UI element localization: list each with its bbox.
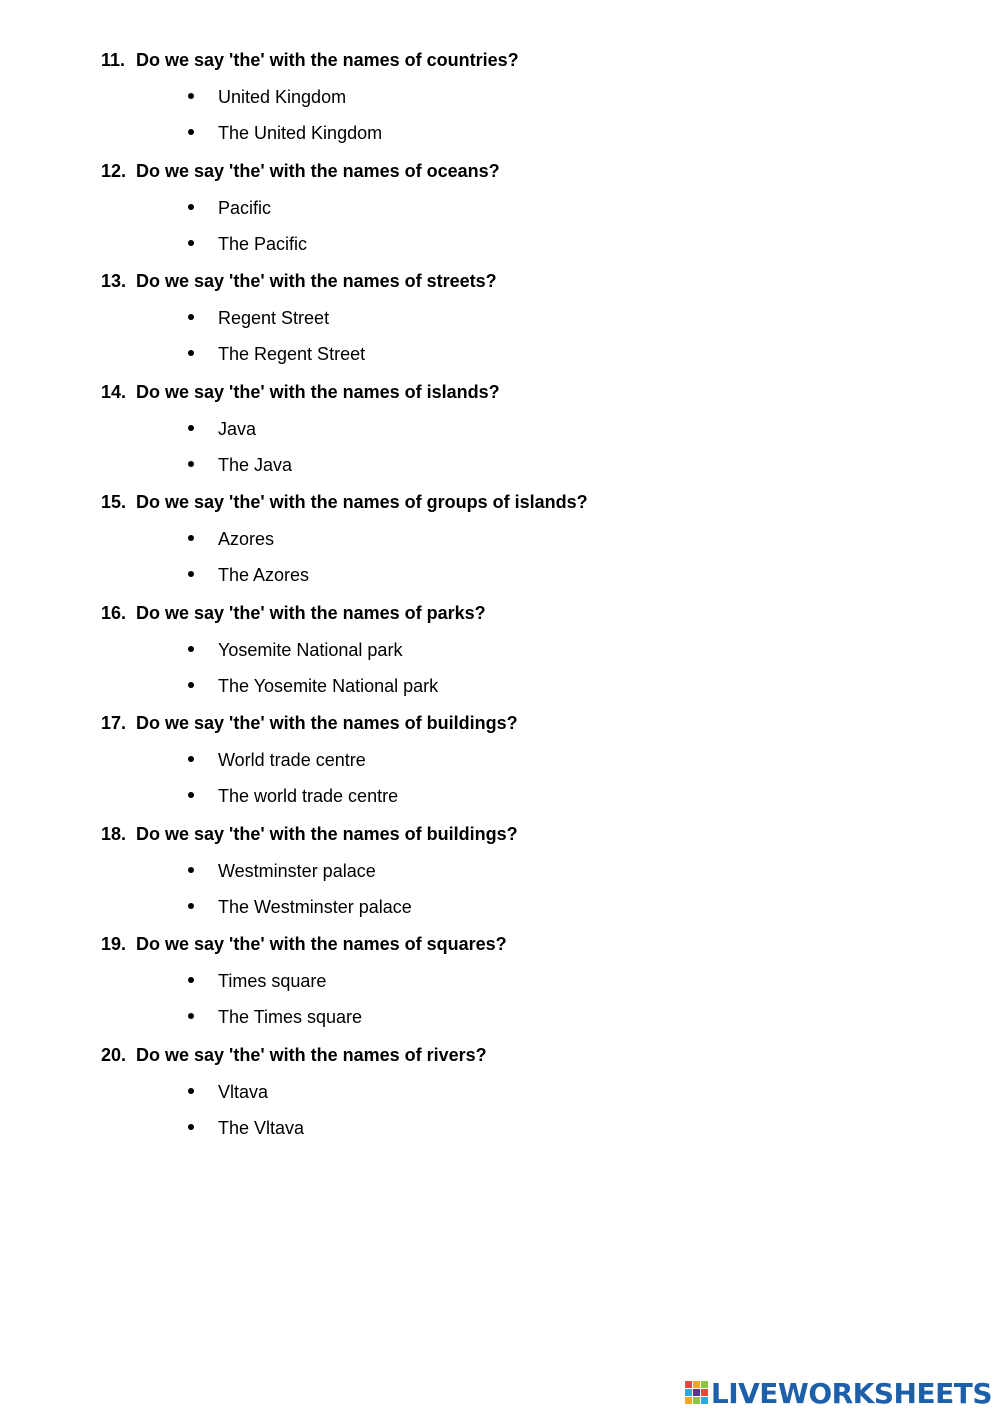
answer-option[interactable] [188,853,376,889]
question-12 [0,153,1000,264]
question-number: 11. [101,50,126,70]
question-label: Do we say 'the' with the names of streets? [136,271,497,291]
question-16 [0,595,1000,706]
bullet-icon [188,535,194,541]
question-label: Do we say 'the' with the names of countries? [136,50,519,70]
question-number: 19. [101,934,127,954]
bullet-icon [188,1013,194,1019]
question-text [101,374,500,410]
answer-option[interactable] [188,1110,304,1146]
bullet-icon [188,461,194,467]
answer-option[interactable] [188,79,346,115]
bullet-icon [188,682,194,688]
answer-option[interactable] [188,1074,268,1110]
answer-option-label: Regent Street [218,308,330,328]
liveworksheets-brand [685,1374,992,1414]
answer-option[interactable] [188,778,398,814]
question-number: 13. [101,271,127,291]
answer-option-label: The Azores [218,565,310,585]
bullet-icon [188,240,194,246]
question-text [101,153,500,189]
question-text [101,816,518,852]
bullet-icon [188,425,194,431]
question-number: 20. [101,1045,127,1065]
bullet-icon [188,129,194,135]
bullet-icon [188,792,194,798]
answer-option[interactable] [188,447,292,483]
bullet-icon [188,204,194,210]
question-label: Do we say 'the' with the names of buildings? [136,713,518,733]
question-number: 12. [101,161,127,181]
answer-option[interactable] [188,300,329,336]
question-text [101,1037,487,1073]
bullet-icon [188,977,194,983]
question-text [101,595,486,631]
answer-option[interactable] [188,632,402,668]
answer-option[interactable] [188,226,307,262]
answer-option[interactable] [188,521,274,557]
liveworksheets-logo-icon [685,1381,709,1407]
answer-option-label: The United Kingdom [218,123,383,143]
answer-option[interactable] [188,336,365,372]
answer-option[interactable] [188,557,309,593]
bullet-icon [188,756,194,762]
question-text [101,484,588,520]
question-text [101,263,497,299]
question-number: 15. [101,492,127,512]
answer-option-label: World trade centre [218,750,366,770]
question-number: 14. [101,382,127,402]
bullet-icon [188,903,194,909]
question-number: 17. [101,713,127,733]
question-number: 16. [101,603,127,623]
question-label: Do we say 'the' with the names of groups of islands? [136,492,588,512]
question-number: 18. [101,824,127,844]
answer-option-label: The Vltava [218,1118,305,1138]
bullet-icon [188,646,194,652]
answer-option-label: Pacific [218,198,272,218]
question-text [101,42,519,78]
bullet-icon [188,1088,194,1094]
answer-option-label: The Westminster palace [218,897,412,917]
answer-option-label: Yosemite National park [218,640,403,660]
answer-option[interactable] [188,963,326,999]
question-label: Do we say 'the' with the names of squares? [136,934,507,954]
answer-option-label: Vltava [218,1082,269,1102]
question-20 [0,1037,1000,1148]
answer-option-label: The Java [218,455,293,475]
answer-option[interactable] [188,999,362,1035]
question-11 [0,42,1000,153]
bullet-icon [188,1124,194,1130]
answer-option-label: The world trade centre [218,786,399,806]
answer-option[interactable] [188,411,256,447]
bullet-icon [188,350,194,356]
bullet-icon [188,314,194,320]
question-17 [0,705,1000,816]
answer-option[interactable] [188,115,382,151]
bullet-icon [188,571,194,577]
answer-option-label: Times square [218,971,327,991]
question-13 [0,263,1000,374]
answer-option[interactable] [188,889,412,925]
question-text [101,705,518,741]
answer-option-label: The Yosemite National park [218,676,439,696]
bullet-icon [188,867,194,873]
answer-option[interactable] [188,668,438,704]
question-19 [0,926,1000,1037]
brand-name: LIVEWORKSHEETS [710,1377,992,1410]
answer-option-label: Java [218,419,257,439]
question-15 [0,484,1000,595]
question-label: Do we say 'the' with the names of parks? [136,603,486,623]
answer-option-label: The Regent Street [218,344,366,364]
question-label: Do we say 'the' with the names of oceans? [136,161,500,181]
question-14 [0,374,1000,485]
answer-option-label: The Pacific [218,234,308,254]
question-label: Do we say 'the' with the names of buildings? [136,824,518,844]
answer-option-label: Westminster palace [218,861,376,881]
answer-option[interactable] [188,190,271,226]
answer-option[interactable] [188,742,366,778]
bullet-icon [188,93,194,99]
answer-option-label: Azores [218,529,275,549]
answer-option-label: United Kingdom [218,87,347,107]
question-18 [0,816,1000,927]
answer-option-label: The Times square [218,1007,363,1027]
question-label: Do we say 'the' with the names of rivers? [136,1045,487,1065]
question-text [101,926,507,962]
question-label: Do we say 'the' with the names of islands? [136,382,500,402]
